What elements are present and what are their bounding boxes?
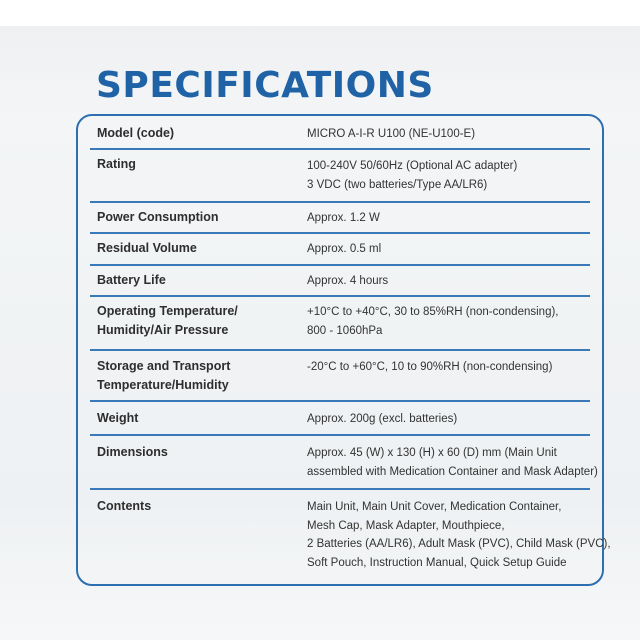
top-margin: [0, 0, 640, 26]
spec-value: Approx. 4 hours: [307, 275, 389, 287]
spec-label: Contents: [97, 499, 152, 513]
spec-label: Rating: [97, 157, 136, 171]
spec-row-rating: [90, 150, 590, 203]
spec-value: +10°C to +40°C, 30 to 85%RH (non-condensing), 800 - 1060hPa: [307, 306, 559, 337]
spec-row-dimensions: [90, 436, 598, 490]
spec-label: Weight: [97, 411, 139, 425]
spec-label: Residual Volume: [97, 241, 197, 255]
spec-row-residual-volume: [90, 234, 590, 266]
spec-value: 100-240V 50/60Hz (Optional AC adapter) 3 VDC (two batteries/Type AA/LR6): [307, 160, 518, 191]
spec-value: Approx. 0.5 ml: [307, 243, 382, 255]
spec-value: Approx. 1.2 W: [307, 212, 380, 224]
spec-label: Storage and Transport Temperature/Humidity: [97, 359, 231, 392]
spec-label: Model (code): [97, 126, 175, 140]
spec-row-power-consumption: [90, 203, 590, 234]
spec-row-operating-conditions: [90, 297, 590, 351]
spec-label: Battery Life: [97, 273, 166, 287]
spec-row-battery-life: [90, 266, 590, 297]
spec-label: Dimensions: [97, 445, 168, 459]
page-title: SPECIFICATIONS: [96, 65, 434, 106]
spec-value: Approx. 200g (excl. batteries): [307, 413, 458, 425]
spec-value: Main Unit, Main Unit Cover, Medication Container, Mesh Cap, Mask Adapter, Mouthpiece, 2 Batteries (AA/LR6), Adult Mask (PVC), Child Mask (PVC), Soft Pouch, Instruction Manual, Quick Setup Guide: [307, 501, 611, 569]
spec-row-contents: [90, 490, 611, 580]
spec-label: Power Consumption: [97, 210, 219, 224]
spec-row-weight: [90, 402, 590, 436]
spec-value: MICRO A-I-R U100 (NE-U100-E): [307, 128, 476, 140]
spec-label: Operating Temperature/ Humidity/Air Pressure: [97, 304, 238, 337]
spec-row-storage-conditions: [90, 351, 590, 402]
spec-row-model: [90, 118, 590, 150]
spec-value: -20°C to +60°C, 10 to 90%RH (non-condensing): [307, 361, 553, 373]
spec-value: Approx. 45 (W) x 130 (H) x 60 (D) mm (Main Unit assembled with Medication Container and Mask Adapter): [307, 447, 598, 478]
